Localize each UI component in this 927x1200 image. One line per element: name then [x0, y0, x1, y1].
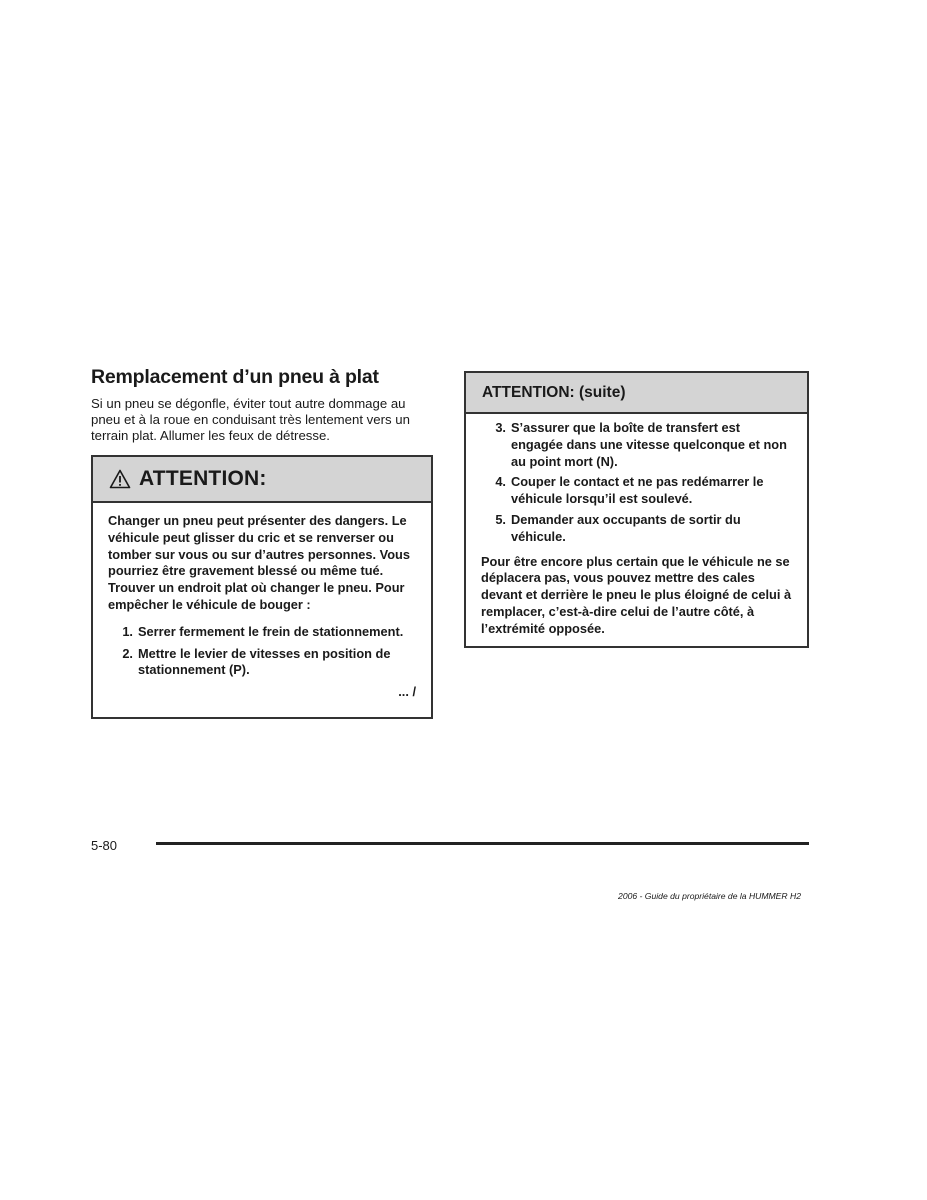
step-text: Serrer fermement le frein de stationnement.	[138, 623, 404, 639]
step-number: 2.	[122, 645, 133, 661]
list-item	[108, 624, 417, 641]
warning-header	[93, 457, 431, 503]
step-number: 4.	[495, 474, 506, 490]
intro-paragraph: Si un pneu se dégonfle, éviter tout autre dommage au pneu et à la roue en conduisant très lentement vers un terrain plat. Allumer les feux de détresse.	[91, 396, 410, 443]
step-text: Demander aux occupants de sortir du véhicule.	[511, 511, 741, 544]
warning-continued-body	[466, 414, 807, 638]
list-item	[108, 646, 417, 680]
warning-continued-header: ATTENTION: (suite)	[466, 373, 807, 414]
warning-box	[91, 455, 433, 719]
footer-text: 2006 - Guide du propriétaire de la HUMMER H2	[618, 891, 801, 901]
warning-continued-text: Pour être encore plus certain que le véhicule ne se déplacera pas, vous pouvez mettre des cales devant et derrière le pneu le plus éloigné de celui à remplacer, c’est-à-dire celui de l’autre côté, à l’extrémité opposée.	[481, 553, 792, 636]
step-text: Couper le contact et ne pas redémarrer le véhicule lorsqu’il est soulevé.	[511, 474, 764, 507]
continued-marker: ... /	[398, 684, 416, 700]
warning-triangle-icon	[109, 469, 131, 489]
page-number: 5-80	[91, 838, 118, 853]
footer-rule	[156, 842, 809, 845]
step-number: 3.	[495, 420, 506, 435]
list-item	[481, 474, 793, 508]
warning-continued-steps	[481, 420, 793, 546]
section-title: Remplacement d’un pneu à plat	[91, 366, 379, 388]
list-item	[481, 512, 793, 546]
step-text: S’assurer que la boîte de transfert est engagée dans une vitesse quelconque et non au point mort (N).	[511, 420, 787, 469]
warning-continued-box	[464, 371, 809, 648]
warning-body	[93, 503, 431, 701]
warning-text: Changer un pneu peut présenter des dangers. Le véhicule peut glisser du cric et se renverser ou tomber sur vous ou sur d’autres personnes. Vous pourriez être gravement blessé ou même tué. Trouver un endroit plat où changer le pneu. Pour empêcher le véhicule de bouger :	[108, 513, 410, 612]
warning-steps	[108, 624, 417, 679]
warning-title: ATTENTION:	[139, 467, 267, 490]
list-item	[481, 420, 793, 470]
step-number: 5.	[495, 511, 506, 527]
step-number: 1.	[122, 623, 133, 639]
step-text: Mettre le levier de vitesses en position de stationnement (P).	[138, 645, 391, 678]
